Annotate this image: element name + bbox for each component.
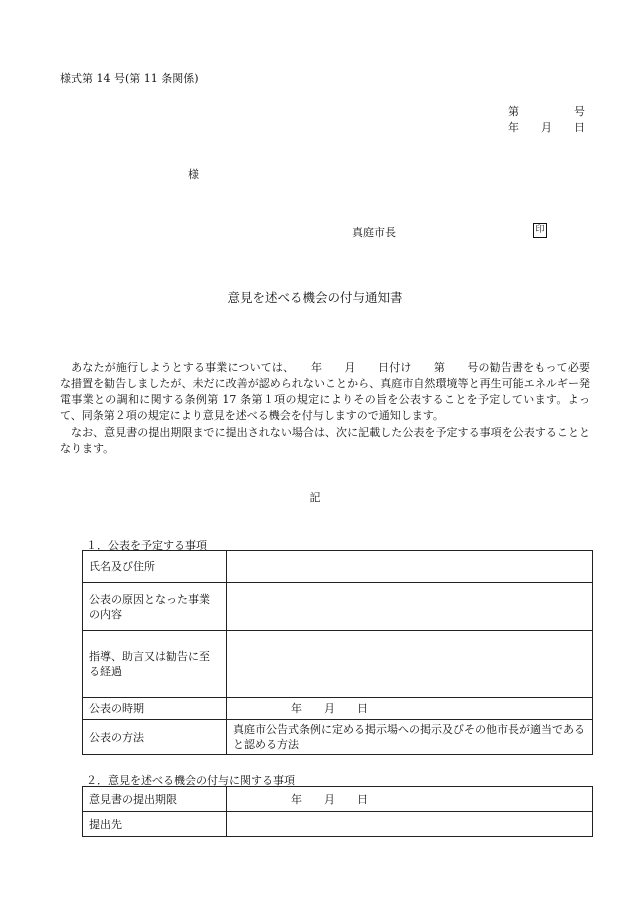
row-value [227, 551, 593, 583]
row-value: 真庭市公告式条例に定める掲示場への掲示及びその他市長が適当であると認める方法 [227, 720, 593, 755]
row-value: 年 月 日 [227, 698, 593, 720]
table-row [83, 812, 593, 837]
row-value [227, 812, 593, 837]
row-value [227, 631, 593, 698]
row-label: 提出先 [83, 812, 227, 837]
document-number-line: 第 号 [508, 105, 585, 118]
document-date-line: 年 月 日 [508, 121, 585, 134]
table-row [83, 551, 593, 583]
section1-heading: １．公表を予定する事項 [86, 539, 207, 552]
official-seal-mark [533, 222, 547, 238]
row-value [227, 583, 593, 631]
table-row [83, 631, 593, 698]
section2-heading: ２．意見を述べる機会の付与に関する事項 [86, 774, 295, 787]
row-label: 意見書の提出期限 [83, 787, 227, 812]
document-title: 意見を述べる機会の付与通知書 [227, 290, 403, 305]
row-label: 指導、助言又は勧告に至る経過 [83, 631, 227, 698]
form-number: 様式第 14 号(第 11 条関係) [60, 72, 199, 85]
row-label: 氏名及び住所 [83, 551, 227, 583]
ki-marker: 記 [309, 491, 321, 504]
sender-name: 真庭市長 [352, 226, 396, 239]
section1-table [82, 550, 593, 755]
table-row [83, 698, 593, 720]
addressee-suffix: 様 [188, 168, 199, 181]
table-row [83, 787, 593, 812]
seal-icon: 印 [533, 223, 547, 238]
row-value: 年 月 日 [227, 787, 593, 812]
body-paragraph-1: あなたが施行しようとする事業については、 年 月 日付け 第 号の勧告書をもって必要な措置を勧告しましたが、未だに改善が認められないことから、真庭市自然環境等と再生可能エネルギー発電事業との調和に関する条例第 17 条第１項の規定によりその旨を公表することを予定しています。よって、同条第２項の規定により意見を述べる機会を付与しますので通知します。 [60, 361, 590, 422]
table-row [83, 720, 593, 755]
body-paragraph-2: なお、意見書の提出期限までに提出されない場合は、次に記載した公表を予定する事項を公表することとなります。 [60, 426, 590, 455]
row-label: 公表の原因となった事業の内容 [83, 583, 227, 631]
section2-table [82, 786, 593, 837]
row-label: 公表の方法 [83, 720, 227, 755]
row-label: 公表の時期 [83, 698, 227, 720]
table-row [83, 583, 593, 631]
